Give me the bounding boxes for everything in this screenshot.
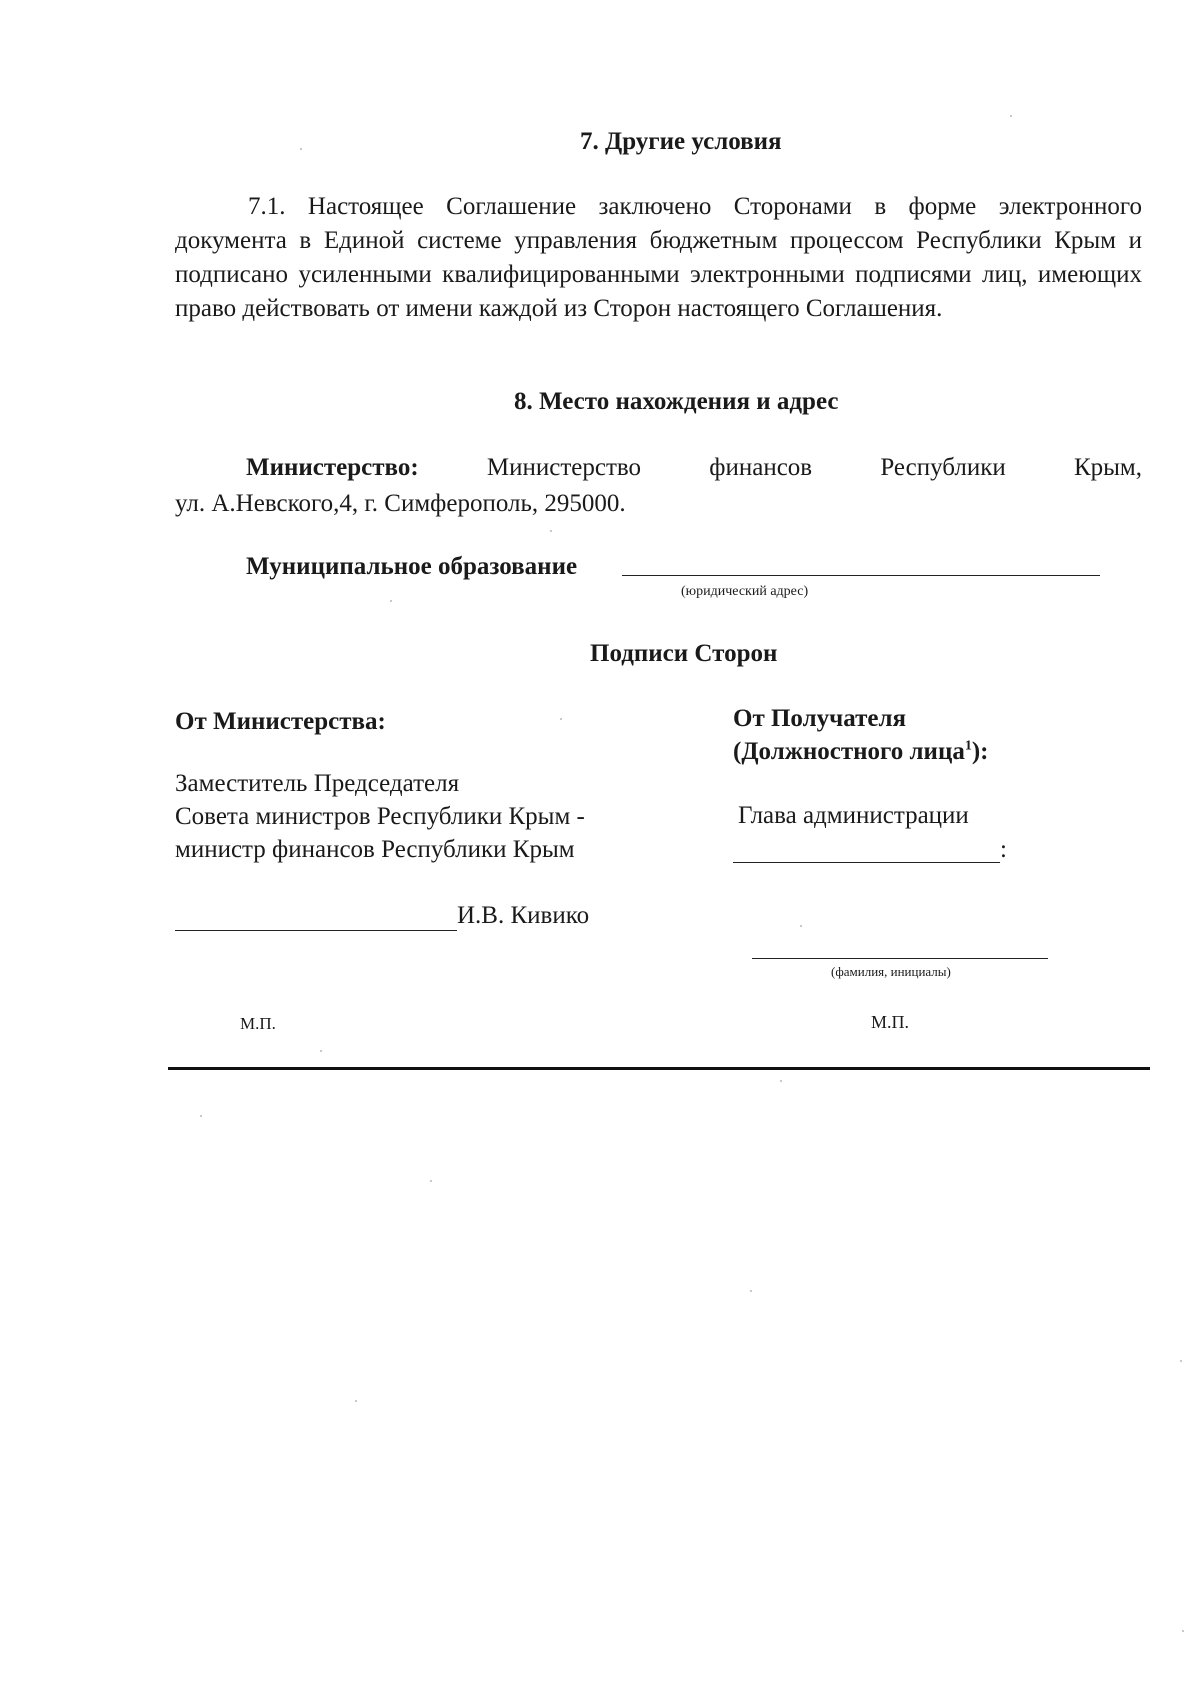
recipient-position-blank-line bbox=[733, 862, 1000, 863]
section-7-paragraph-text: 7.1. Настоящее Соглашение заключено Сторонами в форме электронного документа в Единой системе управления бюджетным процессом Республики Крым и подписано усиленными квалифицированными электронными подписями лиц, имеющих право действовать от имени каждой из Сторон настоящего Соглашения. bbox=[175, 193, 1142, 322]
municipality-address-hint: (юридический адрес) bbox=[681, 584, 809, 599]
section-7-paragraph bbox=[175, 190, 1142, 326]
scan-speck bbox=[200, 1115, 202, 1117]
recipient-signature-label-line-1: От Получателя bbox=[733, 705, 906, 732]
scan-speck bbox=[800, 925, 802, 927]
recipient-signature-label-line-2 bbox=[733, 738, 989, 766]
ministry-position-line-3: министр финансов Республики Крым bbox=[175, 836, 575, 863]
scan-speck bbox=[550, 530, 552, 532]
scan-speck bbox=[1010, 115, 1012, 117]
ministry-word: Крым, bbox=[1073, 454, 1142, 481]
municipality-label: Муниципальное образование bbox=[246, 553, 578, 580]
ministry-signature-label: От Министерства: bbox=[175, 708, 386, 735]
scan-speck bbox=[355, 1400, 357, 1402]
ministry-word: Республики bbox=[880, 454, 1006, 481]
municipality-address-line bbox=[622, 575, 1100, 576]
ministry-label: Министерство: bbox=[246, 454, 419, 481]
ministry-position-line-2: Совета министров Республики Крым - bbox=[175, 803, 585, 830]
ministry-word: Министерство bbox=[486, 454, 642, 481]
scan-speck bbox=[780, 1080, 782, 1082]
ministry-position-line-1: Заместитель Председателя bbox=[175, 770, 460, 797]
recipient-stamp-placeholder: М.П. bbox=[871, 1012, 910, 1032]
ministry-signatory-name: И.В. Кивико bbox=[457, 902, 590, 929]
scan-speck bbox=[430, 1180, 432, 1182]
scan-speck bbox=[750, 1290, 752, 1292]
section-7-heading: 7. Другие условия bbox=[580, 128, 782, 155]
scan-speck bbox=[320, 1050, 322, 1052]
scan-speck bbox=[1182, 1630, 1184, 1632]
footnote-marker: 1 bbox=[964, 738, 972, 754]
bottom-rule bbox=[168, 1067, 1150, 1070]
ministry-address: ул. А.Невского,4, г. Симферополь, 295000. bbox=[175, 490, 626, 517]
ministry-stamp-placeholder: М.П. bbox=[240, 1014, 276, 1033]
scan-speck bbox=[560, 718, 562, 720]
scan-speck bbox=[390, 600, 392, 602]
ministry-address-line-1 bbox=[246, 454, 1142, 482]
signatures-heading: Подписи Сторон bbox=[590, 640, 778, 667]
section-8-heading: 8. Место нахождения и адрес bbox=[514, 388, 839, 415]
recipient-position-colon: : bbox=[1000, 836, 1007, 863]
scan-speck bbox=[300, 148, 302, 150]
ministry-word: финансов bbox=[709, 454, 813, 481]
ministry-signature-line bbox=[175, 930, 457, 931]
recipient-name-hint: (фамилия, инициалы) bbox=[831, 964, 951, 979]
recipient-position: Глава администрации bbox=[738, 802, 969, 829]
recipient-label-text: (Должностного лица bbox=[733, 738, 965, 765]
recipient-name-line bbox=[752, 958, 1048, 959]
recipient-label-end: ): bbox=[971, 738, 989, 765]
scan-speck bbox=[1180, 1360, 1182, 1362]
